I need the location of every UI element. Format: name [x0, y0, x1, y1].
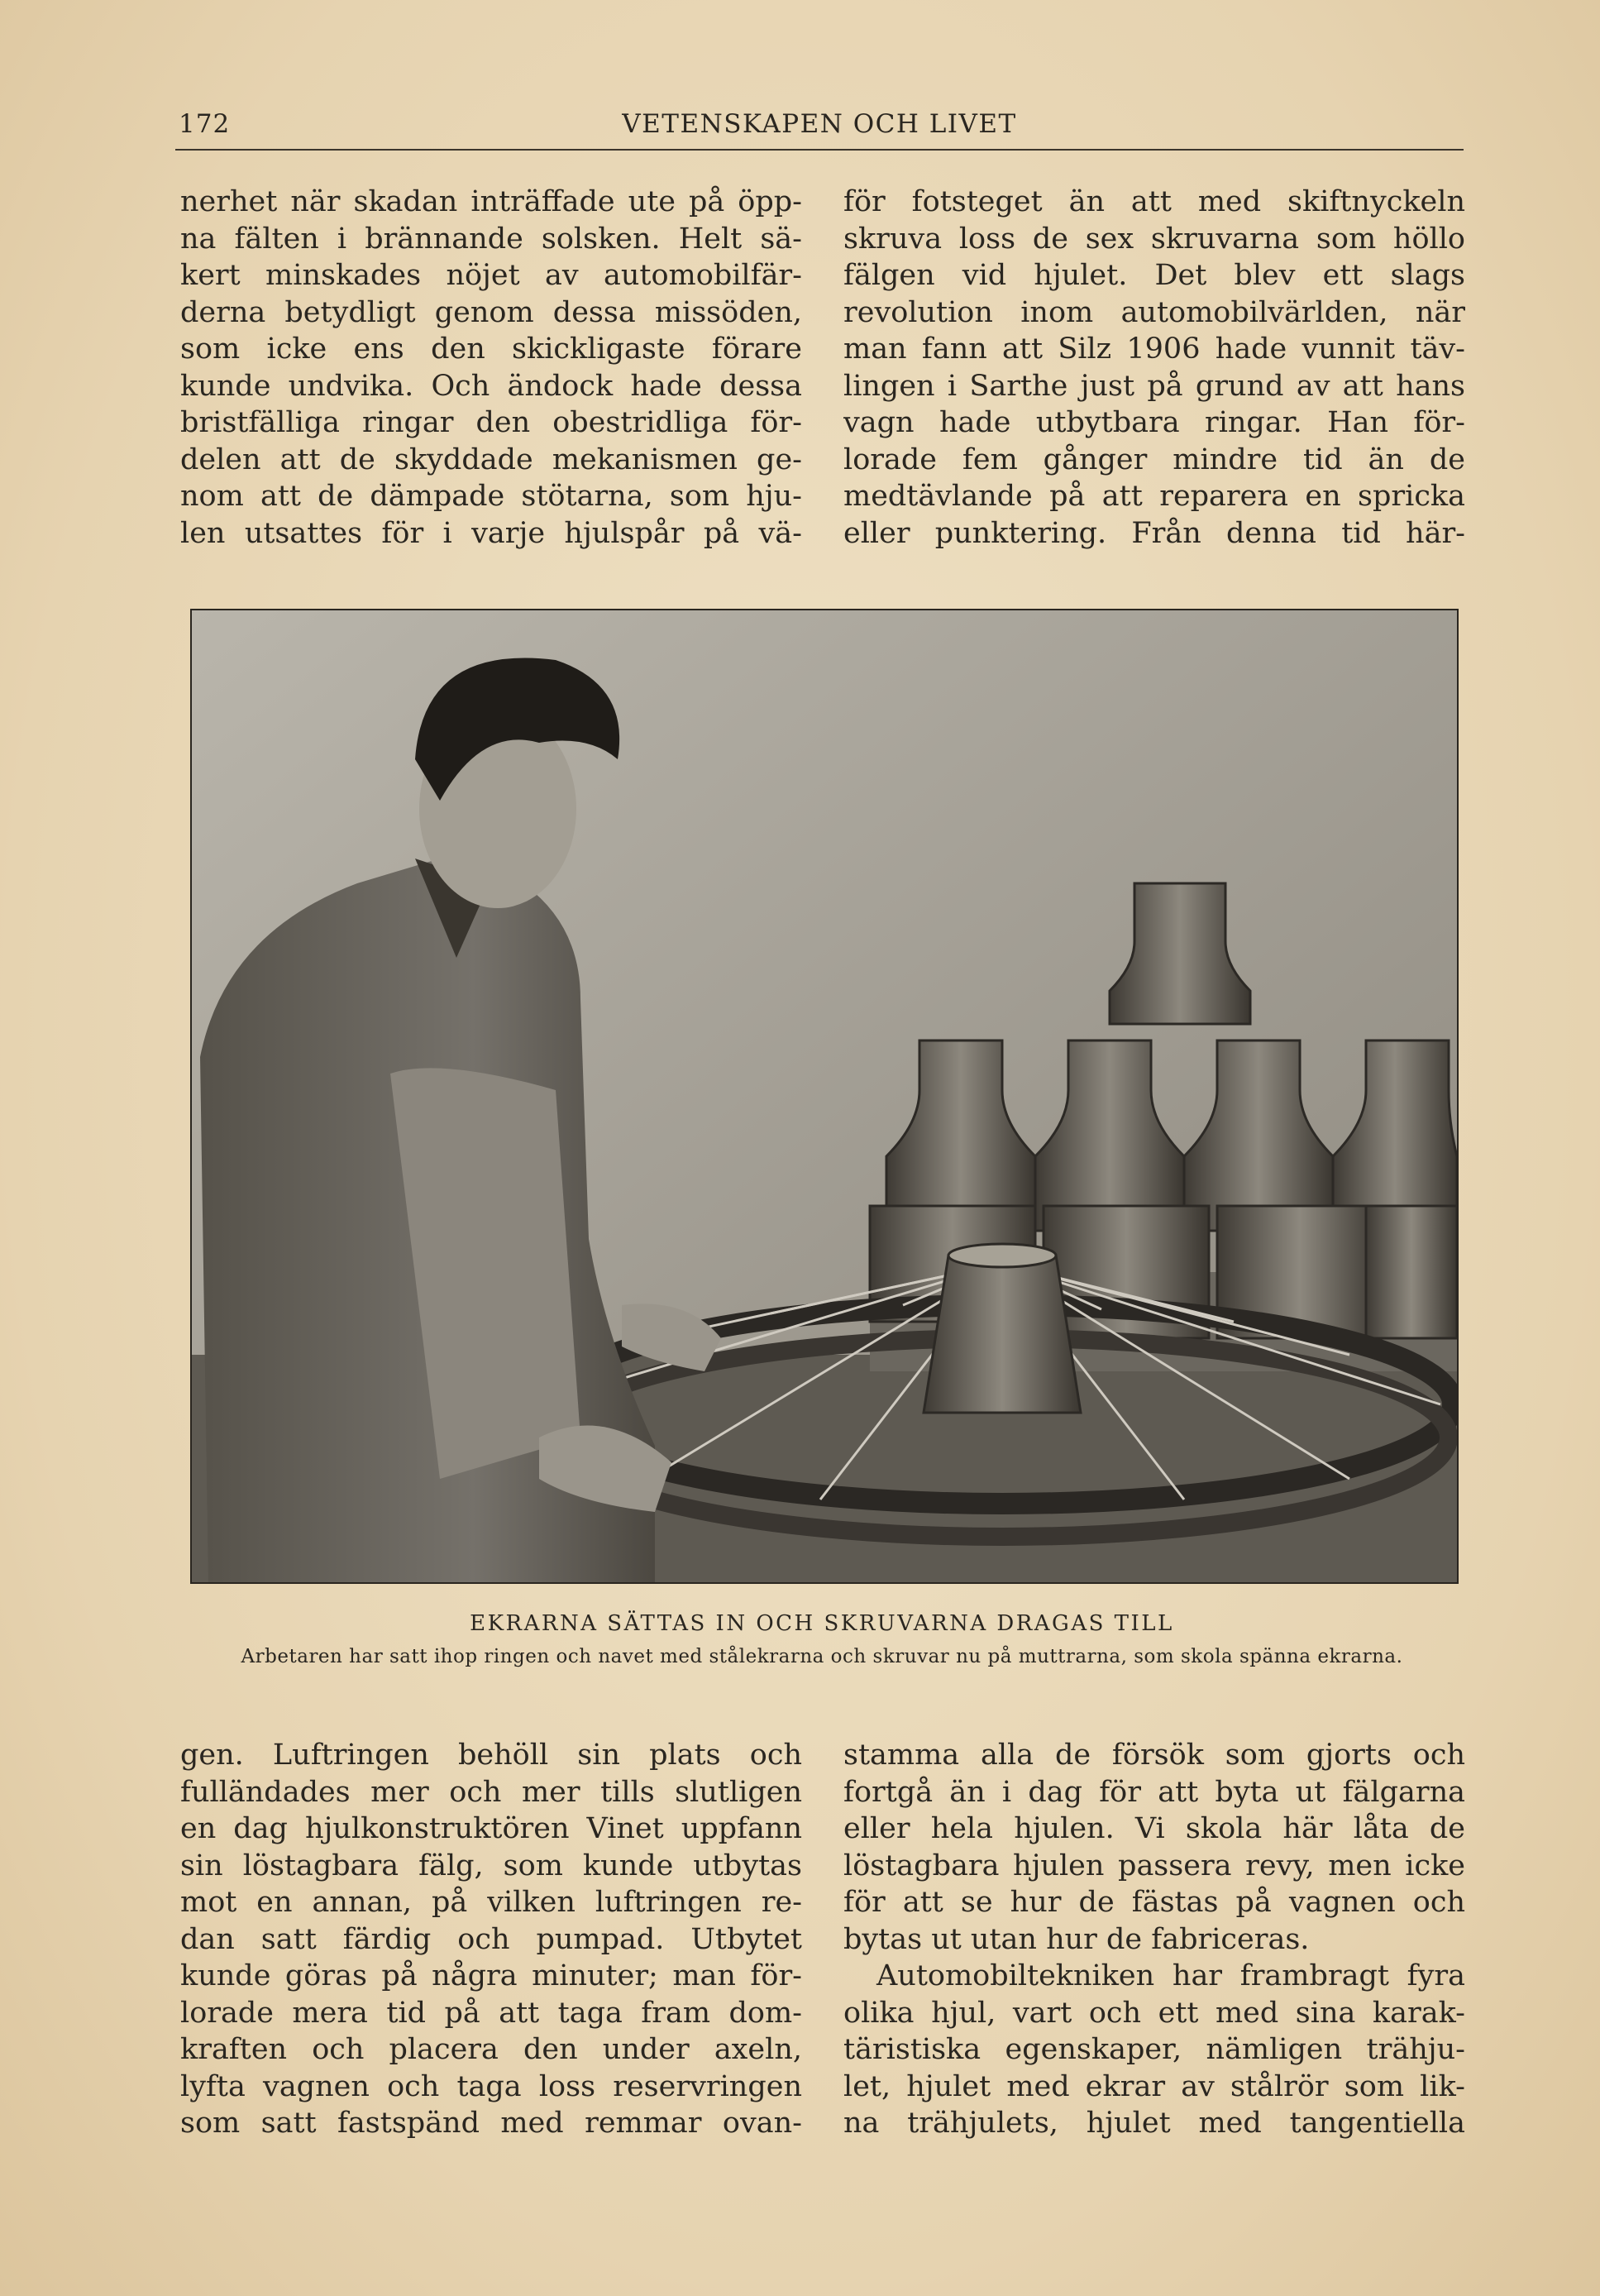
text-line: lingen i Sarthe just på grund av att hans [843, 369, 1465, 403]
text-line: stamma alla de försök som gjorts och [843, 1739, 1465, 1772]
text-line: fulländades mer och mer tills slutligen [180, 1775, 802, 1809]
text-column-top-right [843, 184, 1465, 552]
text-line: kunde göras på några minuter; man för- [180, 1959, 802, 1992]
text-line: eller punktering. Från denna tid här- [843, 516, 1465, 550]
text-line: fortgå än i dag för att byta ut fälgarna [843, 1775, 1465, 1809]
text-line: sin löstagbara fälg, som kunde utbytas [180, 1849, 802, 1882]
text-line: bristfälliga ringar den obestridliga för- [180, 406, 802, 439]
text-line: kraften och placera den under axeln, [180, 2033, 802, 2066]
text-line: medtävlande på att reparera en spricka [843, 480, 1465, 513]
text-line: Automobiltekniken har frambragt fyra [876, 1959, 1465, 1992]
text-line: na fälten i brännande solsken. Helt sä- [180, 222, 802, 256]
text-column-bottom-left [180, 1737, 802, 2142]
text-line: nom att de dämpade stötarna, som hju- [180, 480, 802, 513]
text-line: nerhet när skadan inträffade ute på öpp- [180, 185, 802, 218]
text-line: bytas ut utan hur de fabriceras. [843, 1922, 1310, 1956]
text-line: dan satt färdig och pumpad. Utbytet [180, 1922, 802, 1956]
text-column-top-left [180, 184, 802, 552]
text-line: för fotsteget än att med skiftnyckeln [843, 185, 1465, 218]
text-line: kunde undvika. Och ändock hade dessa [180, 369, 802, 403]
text-line: lyfta vagnen och taga loss reservringen [180, 2069, 802, 2103]
text-line: revolution inom automobilvärlden, när [843, 295, 1465, 329]
text-line: kert minskades nöjet av automobilfär- [180, 259, 802, 292]
text-line: vagn hade utbytbara ringar. Han för- [843, 406, 1465, 439]
running-header [175, 106, 1464, 151]
running-title: VETENSKAPEN OCH LIVET [622, 109, 1017, 139]
text-line: som satt fastspänd med remmar ovan- [180, 2107, 802, 2140]
text-line: na trähjulets, hjulet med tangentiella [843, 2107, 1465, 2140]
page-number: 172 [179, 109, 231, 139]
text-line: för att se hur de fästas på vagnen och [843, 1886, 1465, 1919]
text-line: derna betydligt genom dessa missöden, [180, 295, 802, 329]
text-line: olika hjul, vart och ett med sina karak- [843, 1996, 1465, 2030]
text-line: en dag hjulkonstruktören Vinet uppfann [180, 1812, 802, 1845]
text-line: skruva loss de sex skruvarna som höllo [843, 222, 1465, 256]
photograph-worker-assembling-wheel [190, 609, 1459, 1584]
text-line: löstagbara hjulen passera revy, men icke [843, 1849, 1465, 1882]
text-line: mot en annan, på vilken luftringen re- [180, 1886, 802, 1919]
figure-caption-title: EKRARNA SÄTTAS IN OCH SKRUVARNA DRAGAS TILL [470, 1611, 1174, 1636]
text-line: fälgen vid hjulet. Det blev ett slags [843, 259, 1465, 292]
text-line: man fann att Silz 1906 hade vunnit täv- [843, 332, 1465, 366]
text-column-bottom-right [843, 1737, 1465, 2142]
text-line: eller hela hjulen. Vi skola här låta de [843, 1812, 1465, 1845]
text-line: gen. Luftringen behöll sin plats och [180, 1739, 802, 1772]
text-line: len utsattes för i varje hjulspår på vä- [180, 516, 802, 550]
figure-caption-text: Arbetaren har satt ihop ringen och navet med stålekrarna och skruvar nu på muttrarna, som skola spänna ekrarna. [241, 1646, 1403, 1667]
text-line: lorade mera tid på att taga fram dom- [180, 1996, 802, 2030]
text-line: delen att de skyddade mekanismen ge- [180, 442, 802, 476]
text-line: täristiska egenskaper, nämligen trähju- [843, 2033, 1465, 2066]
text-line: som icke ens den skickligaste förare [180, 332, 802, 366]
text-line: lorade fem gånger mindre tid än de [843, 442, 1465, 476]
text-line: let, hjulet med ekrar av stålrör som lik- [843, 2069, 1465, 2103]
